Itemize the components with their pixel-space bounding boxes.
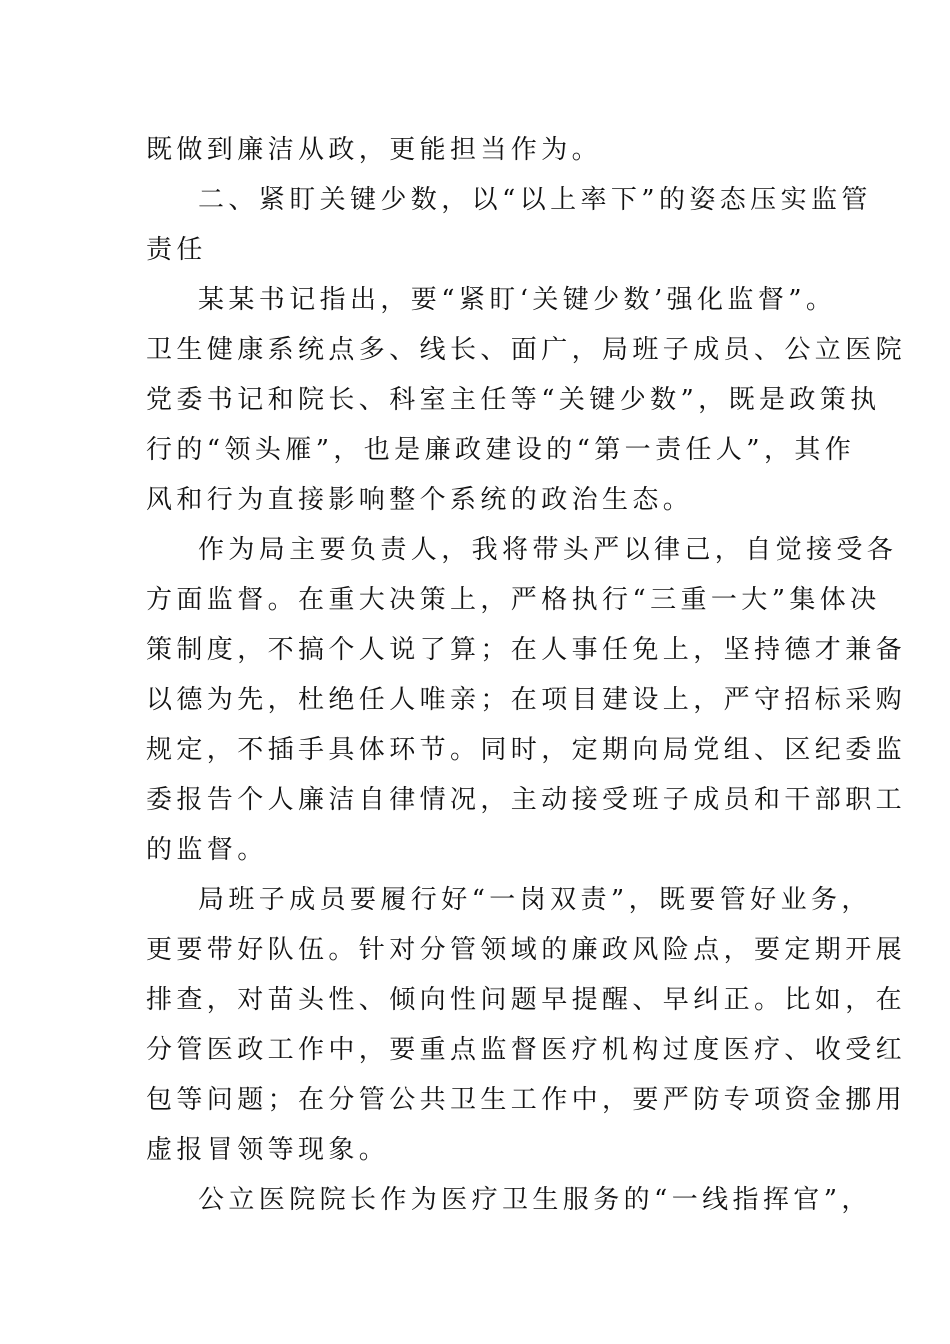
paragraph-2-line-5: 风和行为直接影响整个系统的政治生态。 [146, 485, 694, 515]
paragraph-4-line-3: 排查，对苗头性、倾向性问题早提醒、早纠正。比如，在 [146, 985, 907, 1015]
paragraph-2-line-3: 党委书记和院长、科室主任等“关键少数”，既是政策执 [146, 385, 881, 415]
paragraph-3-line-2: 方面监督。在重大决策上，严格执行“三重一大”集体决 [146, 585, 881, 615]
paragraph-4-line-5: 包等问题；在分管公共卫生工作中，要严防专项资金挪用 [146, 1085, 907, 1115]
paragraph-3-line-4: 以德为先，杜绝任人唯亲；在项目建设上，严守招标采购 [146, 685, 907, 715]
section-heading-line-2: 责任 [146, 235, 207, 265]
paragraph-3-line-5: 规定，不插手具体环节。同时，定期向局党组、区纪委监 [146, 735, 907, 765]
section-heading-line-1: 二、紧盯关键少数，以“以上率下”的姿态压实监管 [198, 185, 872, 215]
paragraph-4-line-1: 局班子成员要履行好“一岗双责”，既要管好业务， [198, 885, 872, 915]
paragraph-3-line-7: 的监督。 [146, 835, 268, 865]
paragraph-3-line-1: 作为局主要负责人，我将带头严以律己，自觉接受各 [198, 535, 898, 565]
paragraph-2-line-2: 卫生健康系统点多、线长、面广，局班子成员、公立医院 [146, 335, 907, 365]
paragraph-4-line-6: 虚报冒领等现象。 [146, 1135, 390, 1165]
paragraph-4-line-4: 分管医政工作中，要重点监督医疗机构过度医疗、收受红 [146, 1035, 907, 1065]
paragraph-2-line-4: 行的“领头雁”，也是廉政建设的“第一责任人”，其作 [146, 435, 856, 465]
paragraph-4-line-2: 更要带好队伍。针对分管领域的廉政风险点，要定期开展 [146, 935, 907, 965]
paragraph-1-line-1: 既做到廉洁从政，更能担当作为。 [146, 135, 603, 165]
paragraph-3-line-3: 策制度，不搞个人说了算；在人事任免上，坚持德才兼备 [146, 635, 907, 665]
paragraph-5-line-1: 公立医院院长作为医疗卫生服务的“一线指挥官”， [198, 1185, 872, 1215]
paragraph-3-line-6: 委报告个人廉洁自律情况，主动接受班子成员和干部职工 [146, 785, 907, 815]
paragraph-2-line-1: 某某书记指出，要“紧盯‘关键少数’强化监督”。 [198, 285, 837, 315]
